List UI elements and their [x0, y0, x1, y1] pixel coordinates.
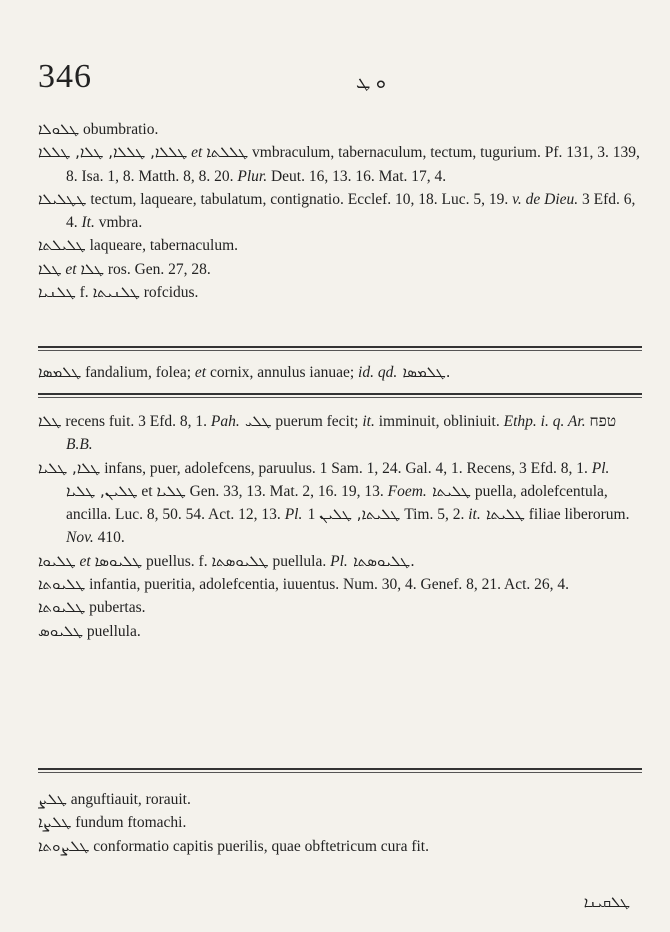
syriac-variant: ܛܠܝܐ	[156, 481, 186, 500]
entry-gloss: rofcidus.	[139, 284, 199, 302]
entry-gloss: laqueare, tabernaculum.	[85, 237, 239, 255]
syriac-variant: ܛܠܐ	[80, 259, 104, 278]
entry-gloss: conformatio capitis puerilis, quae obftetricum cura fit.	[89, 837, 429, 855]
entry-gloss: 3 Efd. 6, 4.	[66, 190, 636, 232]
entry-gloss: puellula.	[83, 622, 141, 640]
syriac-variant: ܛܠܝܘܣܬܐ	[211, 551, 269, 570]
running-head: ܘ ܛ	[356, 72, 386, 93]
entry-italic: Foem.	[387, 482, 427, 500]
entry-gloss: et	[137, 482, 157, 500]
entry-italic: Nov.	[66, 529, 94, 547]
syriac-variant: ܛܠܝ	[239, 412, 272, 430]
entry-gloss: puellus. f.	[142, 552, 212, 570]
entry-gloss: Gen. 33, 13. Mat. 2, 16. 19, 13.	[185, 482, 388, 500]
entry-gloss: obumbratio.	[79, 121, 159, 138]
syriac-variant: ܛܠܝܬܐ, ܛܠܝܢ	[302, 505, 401, 524]
entry-gloss: anguftiauit, rorauit.	[66, 791, 191, 808]
dictionary-entry	[38, 811, 642, 834]
dictionary-entry	[38, 234, 642, 257]
syriac-headword: ܛܠܡܣܐ	[38, 363, 82, 381]
dictionary-entry	[38, 835, 642, 858]
entry-italic: Ethp. i. q. Ar.	[503, 413, 586, 430]
dictionary-entry	[38, 596, 642, 619]
entry-block-2	[38, 361, 642, 384]
catchword: ܛܠܩܝܢܐ	[583, 893, 630, 911]
syriac-headword: ܛܠܘܠܐ	[38, 120, 80, 138]
page-number: 346	[38, 58, 92, 95]
entry-block-3	[38, 410, 642, 643]
entry-gloss: טפח	[585, 413, 617, 430]
syriac-variant: ܛܠܝܬܐ	[480, 505, 525, 524]
entry-italic: Plur.	[237, 167, 268, 185]
syriac-headword: ܛܠܨܘܬܐ	[38, 836, 90, 855]
dictionary-entry	[38, 188, 642, 235]
entry-gloss: puellula.	[268, 552, 331, 570]
entry-italic: Pl.	[284, 506, 303, 524]
syriac-variant: ܛܠܝܬܐ	[426, 481, 471, 500]
entry-italic: It.	[81, 214, 95, 232]
entry-gloss: fundum ftomachi.	[71, 814, 187, 832]
entry-italic: id. qd.	[358, 364, 398, 381]
syriac-headword: ܛܠܐ	[38, 412, 62, 430]
entry-gloss: Deut. 16, 13. 16. Mat. 17, 4.	[267, 167, 447, 185]
syriac-headword: ܛܠܝܘܣ	[38, 621, 84, 640]
syriac-headword: ܛܠܝܘܬܐ	[38, 575, 86, 594]
entry-italic: Pah.	[210, 413, 240, 430]
syriac-headword: ܛܠܝܘܐ	[38, 551, 76, 570]
dictionary-entry	[38, 788, 642, 811]
dictionary-entry	[38, 118, 642, 141]
dictionary-entry	[38, 457, 642, 550]
entry-gloss: fandalium, folea;	[81, 364, 195, 381]
entry-italic: et	[194, 364, 207, 381]
entry-gloss: 1 Tim. 5, 2.	[307, 506, 469, 524]
syriac-headword: ܛܠܢܝܐ	[38, 283, 76, 302]
entry-gloss: filiae liberorum.	[524, 506, 630, 524]
syriac-variant: ܛܠܠܬܐ	[206, 143, 249, 162]
dictionary-entry	[38, 361, 642, 384]
entry-italic: it.	[362, 413, 375, 430]
syriac-headword: ܛܠܨ	[38, 790, 67, 808]
syriac-headword: ܛܛܠܝܠܐ	[38, 189, 87, 208]
entry-italic: et	[75, 552, 95, 570]
entry-gloss: vmbra.	[94, 214, 143, 232]
entry-gloss: cornix, annulus ianuae;	[206, 364, 359, 381]
dictionary-entry	[38, 258, 642, 281]
entry-italic: v. de Dieu.	[512, 190, 579, 208]
syriac-variant: ܛܠܝܢ, ܛܠܝܐ	[66, 481, 138, 500]
entry-italic: Pl.	[591, 459, 610, 477]
entry-gloss: recens fuit. 3 Efd. 8, 1.	[61, 413, 211, 430]
dictionary-entry	[38, 550, 642, 573]
entry-gloss: pubertas.	[85, 599, 146, 617]
syriac-headword: ܛܠܐ	[38, 259, 62, 278]
entry-gloss: ros. Gen. 27, 28.	[104, 260, 211, 278]
syriac-headword: ܛܠܨܐ	[38, 813, 72, 832]
entry-italic: B.B.	[66, 436, 93, 454]
entry-italic: et	[61, 260, 81, 278]
entry-gloss: puerum fecit;	[271, 413, 363, 430]
entry-block-4	[38, 788, 642, 858]
entry-gloss: infans, puer, adolefcens, paruulus. 1 Sam. 1, 24. Gal. 4, 1. Recens, 3 Efd. 8, 1.	[100, 459, 592, 477]
entry-gloss: imminuit, obliniuit.	[374, 413, 504, 430]
page-header	[38, 58, 640, 108]
entry-italic: it.	[468, 506, 481, 524]
entry-gloss: tectum, laqueare, tabulatum, contignatio. Ecclef. 10, 18. Luc. 5, 19.	[86, 190, 513, 208]
entry-italic: et	[187, 144, 207, 162]
syriac-variant: ܛܠܢܝܬܐ	[92, 283, 140, 302]
dictionary-entry	[38, 141, 642, 188]
syriac-variant: ܛܠܝܘܣܬܐ.	[347, 551, 415, 570]
dictionary-entry	[38, 281, 642, 304]
entry-gloss: vmbraculum, tabernaculum, tectum, tugurium. Pf. 131, 3. 139, 8. Isa. 1, 8. Matth. 8, 8. 20.	[66, 144, 640, 185]
syriac-headword: ܛܠܝܠܬܐ	[38, 236, 86, 255]
dictionary-entry	[38, 620, 642, 643]
syriac-headword: ܛܠܠܐ, ܛܠܠܐ, ܛܠܐ, ܛܠܠܐ	[38, 143, 188, 162]
syriac-headword: ܛܠܐ, ܛܠܝܐ	[38, 458, 101, 477]
dictionary-entry	[38, 573, 642, 596]
entry-gloss: f.	[75, 284, 93, 302]
syriac-headword: ܛܠܝܘܬܐ	[38, 598, 86, 617]
entry-gloss: infantia, pueritia, adolefcentia, iuuentus. Num. 30, 4. Genef. 8, 21. Act. 26, 4.	[85, 576, 570, 594]
dictionary-entry	[38, 410, 642, 457]
syriac-variant: ܛܠܡܣܐ.	[397, 363, 451, 381]
entry-gloss: puella, adolefcentula, ancilla. Luc. 8, 50. 54. Act. 12, 13.	[66, 482, 608, 524]
entry-gloss: 410.	[93, 529, 125, 547]
entry-block-1	[38, 118, 642, 304]
syriac-variant: ܛܠܝܘܣܐ	[94, 551, 143, 570]
entry-italic: Pl.	[330, 552, 348, 570]
